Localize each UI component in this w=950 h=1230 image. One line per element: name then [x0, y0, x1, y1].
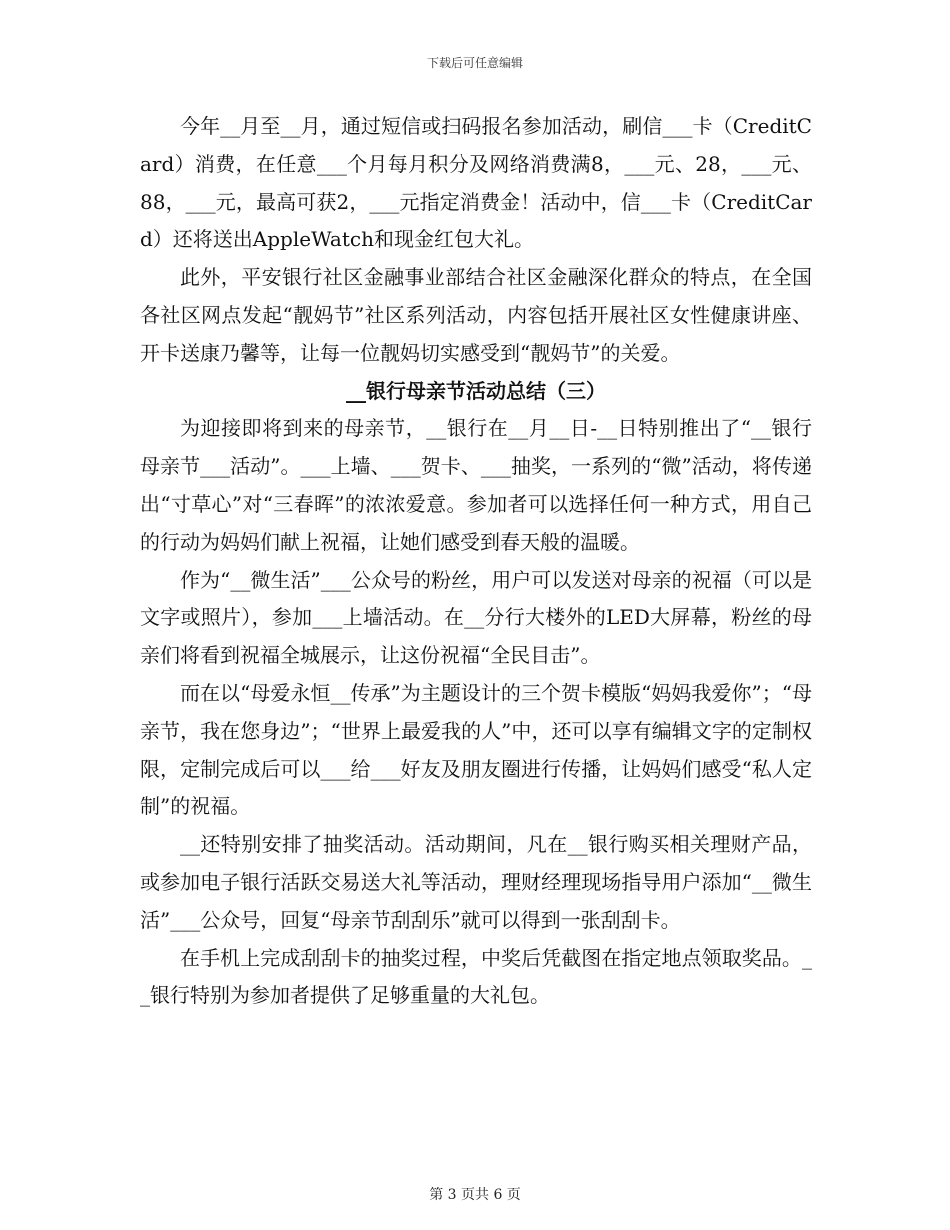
- paragraph: 而在以“母爱永恒__传承”为主题设计的三个贺卡模版“妈妈我爱你”；“母亲节，我在您身边”；“世界上最爱我的人”中，还可以享有编辑文字的定制权限，定制完成后可以___给___好友及朋友圈进行传播，让妈妈们感受“私人定制”的祝福。: [140, 680, 812, 819]
- document-body: [140, 108, 812, 1015]
- paragraph: 今年__月至__月，通过短信或扫码报名参加活动，刷信___卡（CreditCard）消费，在任意___个月每月积分及网络消费满8，___元、28，___元、88，___元，最高可获2，___元指定消费金！活动中，信___卡（CreditCard）还将送出AppleWatch和现金红包大礼。: [140, 114, 812, 252]
- paragraph: 此外，平安银行社区金融事业部结合社区金融深化群众的特点，在全国各社区网点发起“靓妈节”社区系列活动，内容包括开展社区女性健康讲座、开卡送康乃馨等，让每一位靓妈切实感受到“靓妈节”的关爱。: [140, 265, 812, 365]
- section-title: __银行母亲节活动总结（三）: [346, 378, 606, 403]
- paragraph: 作为“__微生活”___公众号的粉丝，用户可以发送对母亲的祝福（可以是文字或照片），参加___上墙活动。在__分行大楼外的LED大屏幕，粉丝的母亲们将看到祝福全城展示，让这份祝福“全民目击”。: [140, 567, 812, 668]
- page-footer: 第 3 页共 6 页: [429, 1187, 521, 1203]
- page-header: 下载后可任意编辑: [426, 56, 523, 70]
- paragraph: 为迎接即将到来的母亲节，__银行在__月__日-__日特别推出了“__银行母亲节___活动”。___上墙、___贺卡、___抽奖，一系列的“微”活动，将传递出“寸草心”对“三春晖”的浓浓爱意。参加者可以选择任何一种方式，用自己的行动为妈妈们献上祝福，让她们感受到春天般的温暖。: [140, 416, 812, 554]
- paragraph: 在手机上完成刮刮卡的抽奖过程，中奖后凭截图在指定地点领取奖品。__银行特别为参加者提供了足够重量的大礼包。: [140, 945, 812, 1008]
- paragraph: __还特别安排了抽奖活动。活动期间，凡在__银行购买相关理财产品，或参加电子银行活跃交易送大礼等活动，理财经理现场指导用户添加“__微生活”___公众号，回复“母亲节刮刮乐”就可以得到一张刮刮卡。: [140, 832, 812, 932]
